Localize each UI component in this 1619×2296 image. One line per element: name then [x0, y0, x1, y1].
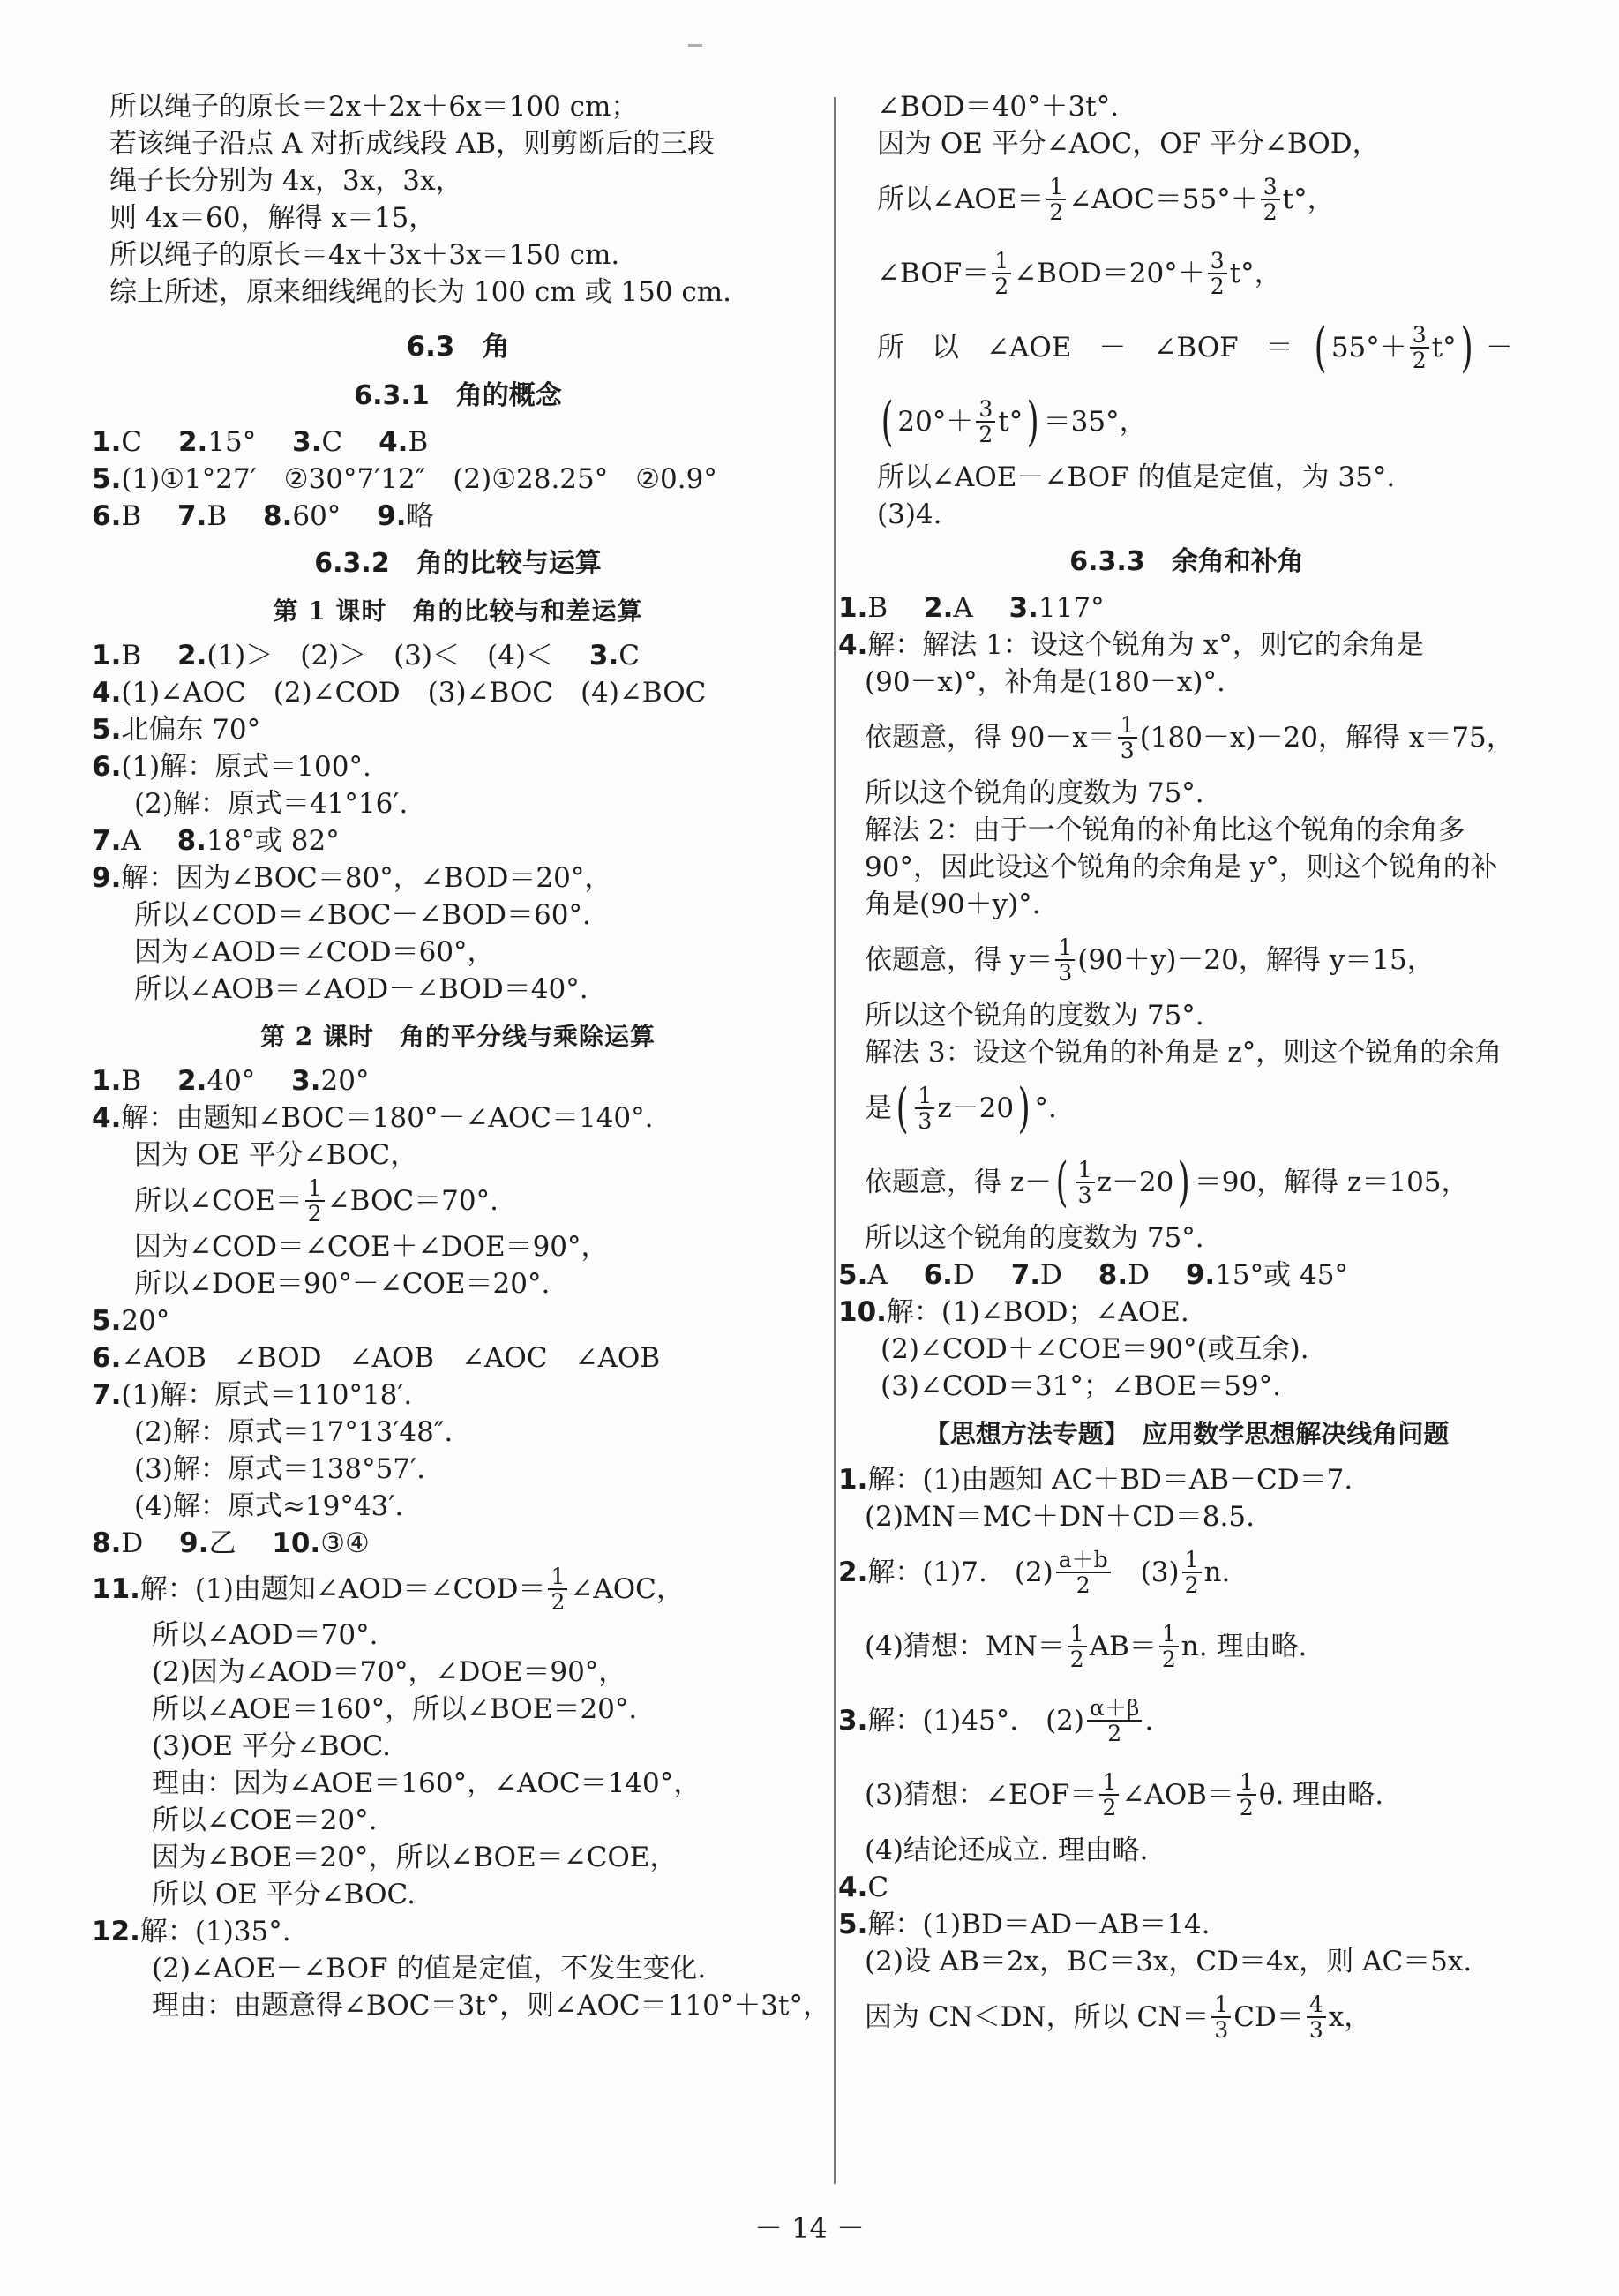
answer-line: 2. 解：(1)7. (2) $\frac{a+b}{2}$ (3) $\frac{1}{2}$ n. — [838, 1547, 1231, 1598]
bracket-expression: ( 20°＋ $\frac{3}{2}$ t° ) — [881, 391, 1039, 453]
text-line: 因为∠AOD＝∠COD＝60°， — [134, 936, 495, 968]
text-line: 理由：由题意得∠BOC＝3t°，则∠AOC＝110°＋3t°， — [152, 1990, 830, 2022]
text-line: 因为 CN＜DN，所以 CN＝ $\frac{1}{3}$ CD＝ $\frac{4}{3}$ x， — [865, 1992, 1372, 2043]
answer-line: 3. 解：(1)45°. (2) $\frac{\alpha+\beta}{2}$ . — [838, 1695, 1154, 1746]
text-line: 所以∠DOE＝90°－∠COE＝20°. — [134, 1268, 551, 1300]
text-line: (90－x)°，补角是(180－x)°. — [865, 666, 1225, 698]
page-number: － 14 － — [753, 2211, 866, 2245]
fraction: $\frac{3}{2}$ — [1208, 249, 1227, 298]
subsection-title: 6.3.1 角的概念 — [354, 380, 562, 411]
answer-line: 11. 解：(1)由题知∠AOD＝∠COD＝ $\frac{1}{2}$ ∠AOC， — [92, 1564, 684, 1615]
fraction: $\frac{1}{2}$ — [1237, 1770, 1256, 1820]
text-line: 所以∠COD＝∠BOC－∠BOD＝60°. — [134, 899, 591, 931]
text-line: (2)MN＝MC＋DN＋CD＝8.5. — [865, 1501, 1255, 1533]
text-line: 解法 2：由于一个锐角的补角比这个锐角的余角多 — [865, 814, 1465, 846]
column-divider — [834, 97, 836, 2184]
text-line: 所以∠AOE＝ $\frac{1}{2}$ ∠AOC＝55°＋ $\frac{3}{2}$ t°， — [877, 174, 1335, 225]
lesson-title: 第 1 课时 角的比较与和差运算 — [273, 597, 643, 626]
answer-line: 6.B 7.B 8.60° 9.略 — [92, 500, 434, 532]
topic-title: 【思想方法专题】 应用数学思想解决线角问题 — [924, 1419, 1450, 1449]
answer-line: 6.(1)解：原式＝100°. — [92, 751, 371, 783]
fraction: $\frac{1}{3}$ — [1055, 935, 1075, 985]
text-line: 所以∠AOD＝70°. — [152, 1619, 379, 1651]
fraction: $\frac{1}{2}$ — [1182, 1548, 1202, 1597]
text-line: (2)设 AB＝2x，BC＝3x，CD＝4x，则 AC＝5x. — [865, 1946, 1473, 1977]
fraction: $\frac{1}{2}$ — [1046, 175, 1066, 224]
answer-line: 7.A 8.18°或 82° — [92, 825, 340, 857]
answer-line: 4.解：解法 1：设这个锐角为 x°，则它的余角是 — [838, 629, 1424, 661]
text-line: 所以∠AOE－∠BOF 的值是定值，为 35°. — [877, 461, 1396, 493]
text-line: 所以这个锐角的度数为 75°. — [865, 1000, 1204, 1032]
text-line: 所 以 ∠AOE － ∠BOF ＝ ( 55°＋ $\frac{3}{2}$ t° ) － — [877, 317, 1513, 379]
fraction: $\frac{1}{2}$ — [548, 1564, 567, 1614]
text-line: 所以这个锐角的度数为 75°. — [865, 777, 1204, 809]
text-line: 因为 OE 平分∠AOC，OF 平分∠BOD， — [877, 128, 1380, 160]
text-line: 所以∠AOB＝∠AOD－∠BOD＝40°. — [134, 973, 588, 1005]
text-line: 解法 3：设这个锐角的补角是 z°，则这个锐角的余角 — [865, 1037, 1503, 1069]
answer-line: 6.∠AOB ∠BOD ∠AOB ∠AOC ∠AOB — [92, 1342, 661, 1374]
answer-line: 4.(1)∠AOC (2)∠COD (3)∠BOC (4)∠BOC — [92, 677, 707, 709]
text-line: 因为∠COD＝∠COE＋∠DOE＝90°， — [134, 1231, 609, 1263]
answer-line: 1.解：(1)由题知 AC＋BD＝AB－CD＝7. — [838, 1464, 1353, 1496]
left-column — [92, 88, 830, 2024]
fraction: $\frac{1}{3}$ — [1211, 1992, 1231, 2042]
text-line: (3)OE 平分∠BOC. — [152, 1730, 392, 1762]
text-line: 则 4x＝60，解得 x＝15， — [109, 202, 437, 234]
text-line: (3)∠COD＝31°；∠BOE＝59°. — [881, 1370, 1281, 1402]
answer-line: 5.A 6.D 7.D 8.D 9.15°或 45° — [838, 1259, 1348, 1291]
text-line: 因为 OE 平分∠BOC， — [134, 1139, 418, 1171]
text-line: 所以绳子的原长＝2x＋2x＋6x＝100 cm； — [109, 91, 639, 123]
text-line: 所以绳子的原长＝4x＋3x＋3x＝150 cm. — [109, 239, 620, 271]
answer-line: 5.20° — [92, 1305, 170, 1337]
text-line: 角是(90＋y)°. — [865, 889, 1041, 920]
text-line: (2)∠COD＋∠COE＝90°(或互余). — [881, 1333, 1309, 1365]
text-line: 90°，因此设这个锐角的余角是 y°，则这个锐角的补 — [865, 852, 1498, 883]
text-line: (3)猜想：∠EOF＝ $\frac{1}{2}$ ∠AOB＝ $\frac{1}{2}$ θ. 理由略. — [865, 1769, 1384, 1820]
right-column — [838, 88, 1514, 2054]
answer-line: 5.(1)①1°27′ ②30°7′12″ (2)①28.25° ②0.9° — [92, 463, 717, 495]
text-line: ( 20°＋ $\frac{3}{2}$ t° ) ＝35°， — [865, 385, 1509, 459]
text-line: 因为∠BOE＝20°，所以∠BOE＝∠COE， — [152, 1842, 678, 1873]
answer-line: 1.B 2.(1)＞ (2)＞ (3)＜ (4)＜ 3.C — [92, 640, 640, 672]
fraction: $\frac{3}{2}$ — [976, 397, 995, 446]
text-line: 依题意，得 z－ ( $\frac{1}{3}$ z－20 ) ＝90，解得 z＝105， — [865, 1152, 1469, 1213]
fraction: $\frac{\alpha+\beta}{2}$ — [1087, 1696, 1142, 1745]
text-line: (4)结论还成立. 理由略. — [865, 1835, 1149, 1866]
answer-line: 12.解：(1)35°. — [92, 1916, 291, 1947]
answer-line: 9.解：因为∠BOC＝80°，∠BOD＝20°， — [92, 862, 612, 894]
bracket-expression: ( 55°＋ $\frac{3}{2}$ t° ) — [1315, 317, 1473, 379]
fraction: $\frac{1}{3}$ — [1118, 713, 1137, 762]
text-line: 依题意，得 y＝ $\frac{1}{3}$ (90＋y)－20，解得 y＝15， — [865, 934, 1435, 986]
answer-line: 4.C — [838, 1872, 889, 1903]
answer-line: 1.B 2.40° 3.20° — [92, 1065, 370, 1097]
answer-line: 4.解：由题知∠BOC＝180°－∠AOC＝140°. — [92, 1102, 654, 1134]
text-line: 所以 OE 平分∠BOC. — [152, 1879, 416, 1910]
text-line: 所以∠COE＝ $\frac{1}{2}$ ∠BOC＝70°. — [134, 1175, 498, 1227]
text-line: (4)解：原式≈19°43′. — [134, 1490, 404, 1522]
text-line: 是 ( $\frac{1}{3}$ z－20 ) °. — [865, 1077, 1057, 1139]
text-line: (3)4. — [877, 499, 942, 530]
text-line: (2)解：原式＝41°16′. — [134, 788, 408, 820]
text-line: ∠BOF＝ $\frac{1}{2}$ ∠BOD＝20°＋ $\frac{3}{2}$ t°， — [877, 248, 1282, 299]
answer-line: 7.(1)解：原式＝110°18′. — [92, 1379, 413, 1411]
fraction: $\frac{a+b}{2}$ — [1056, 1548, 1111, 1597]
text-line: 依题意，得 90－x＝ $\frac{1}{3}$ (180－x)－20，解得 x＝75， — [865, 712, 1514, 763]
answer-line: 1.C 2.15° 3.C 4.B — [92, 426, 429, 458]
text-line: (2)∠AOE－∠BOF 的值是定值，不发生变化. — [152, 1953, 707, 1985]
fraction: $\frac{1}{2}$ — [1159, 1622, 1179, 1671]
fraction: $\frac{1}{2}$ — [1068, 1622, 1087, 1671]
section-title: 6.3 角 — [406, 331, 510, 363]
subsection-title: 6.3.3 余角和补角 — [1069, 546, 1304, 577]
answer-line: 8.D 9.乙 10.③④ — [92, 1527, 370, 1559]
subsection-title: 6.3.2 角的比较与运算 — [314, 548, 602, 579]
text-line: (4)猜想：MN＝ $\frac{1}{2}$ AB＝ $\frac{1}{2}$ n. 理由略. — [865, 1621, 1308, 1672]
lesson-title: 第 2 课时 角的平分线与乘除运算 — [260, 1022, 656, 1051]
bracket-expression: ( $\frac{1}{3}$ z－20 ) — [1055, 1152, 1191, 1213]
answer-line: 1.B 2.A 3.117° — [838, 592, 1105, 624]
fraction: $\frac{3}{2}$ — [1410, 323, 1429, 372]
text-line: 若该绳子沿点 A 对折成线段 AB，则剪断后的三段 — [109, 128, 716, 160]
text-line: 绳子长分别为 4x，3x，3x， — [109, 165, 463, 197]
answer-line: 5.北偏东 70° — [92, 714, 261, 746]
text-line: 所以∠AOE＝160°，所以∠BOE＝20°. — [152, 1693, 638, 1725]
text-line: 综上所述，原来细线绳的长为 100 cm 或 150 cm. — [109, 276, 731, 308]
fraction: $\frac{1}{2}$ — [992, 249, 1011, 298]
fraction: $\frac{1}{3}$ — [915, 1084, 934, 1133]
text-line: 所以∠COE＝20°. — [152, 1805, 378, 1836]
text-line: (2)因为∠AOD＝70°，∠DOE＝90°， — [152, 1656, 626, 1688]
answer-line: 5.解：(1)BD＝AD－AB＝14. — [838, 1909, 1211, 1940]
fraction: $\frac{3}{2}$ — [1261, 175, 1280, 224]
fraction: $\frac{1}{2}$ — [305, 1176, 325, 1226]
fraction: $\frac{1}{3}$ — [1076, 1158, 1095, 1207]
bracket-expression: ( $\frac{1}{3}$ z－20 ) — [896, 1077, 1031, 1139]
text-line: (2)解：原式＝17°13′48″. — [134, 1416, 453, 1448]
text-line: 所以这个锐角的度数为 75°. — [865, 1222, 1204, 1254]
text-line: ∠BOD＝40°＋3t°. — [877, 91, 1120, 123]
text-line: (3)解：原式＝138°57′. — [134, 1453, 425, 1485]
answer-line: 10.解：(1)∠BOD；∠AOE. — [838, 1296, 1189, 1328]
fraction: $\frac{4}{3}$ — [1307, 1992, 1326, 2042]
fraction: $\frac{1}{2}$ — [1099, 1770, 1119, 1820]
top-mark — [688, 44, 702, 47]
text-line: 理由：因为∠AOE＝160°，∠AOC＝140°， — [152, 1767, 701, 1799]
